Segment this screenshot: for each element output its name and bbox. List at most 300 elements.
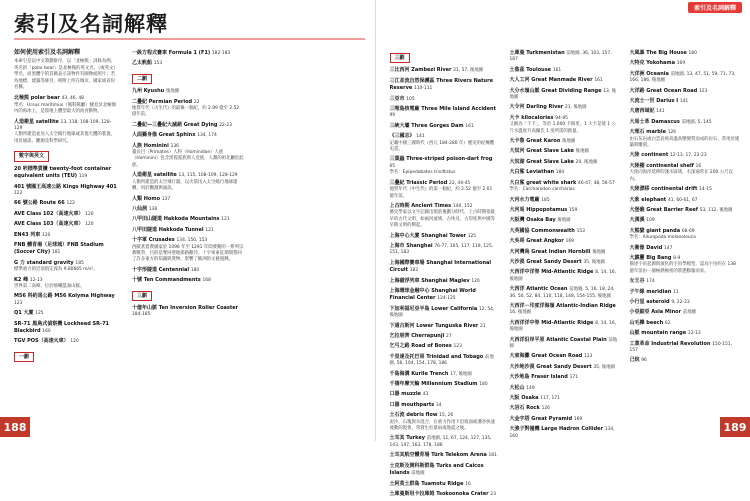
entry-term: 大丙水力電廠 [510,197,542,203]
entry-pages: 76-77, 105, 117, 119, 125, 151, 183 [390,244,494,255]
entry-pages: 182-183 [212,51,230,56]
index-entry [14,242,118,257]
index-entry [390,333,498,340]
index-entry [14,200,118,207]
entry-description: 歷史學家以文字記錄出現前後劃分時代，上古時期指最早的古代文明，如兩河流域、古埃及、古印度與中國等早期文明的興起。 [390,210,498,229]
index-entry [14,211,118,218]
right-column-2 [510,50,620,443]
entry-pages: 134, 150, 153 [176,238,207,243]
entry-term: 上海磁浮列車 Shanghai Maglev [390,278,472,284]
entry-pages: 22-23 [219,123,232,128]
index-entry [390,306,498,320]
entry-description: 地質年代（古生代）的最後一個紀，約 2.99 億至 2.52 億年前。 [132,106,244,119]
page-number: 189 [720,417,750,437]
entry-pages: 前地圖, 13, 47, 51, 59, 71, 73, 166, 186, 後地圖 [630,72,736,83]
entry-pages: 43 [423,392,429,397]
entry-term: 大奴湖 Great Slave Lake [510,159,576,165]
index-entry [390,180,498,200]
entry-pages: 16 [465,482,471,487]
entry-term: 小亞細亞 Asia Minor [630,309,683,315]
entry-term: 山脈 mountain range [630,330,688,336]
index-entry [510,148,620,155]
entry-term: 九州 Kyushu [132,88,166,94]
entry-pages: 141 [656,109,664,114]
index-entry [510,320,620,334]
index-entry [630,299,740,306]
index-entry [630,152,740,159]
entry-term: 大流士一世 Darius I [630,98,680,104]
entry-pages: 8, 14, 16, 後地圖 [510,270,617,281]
entry-term: 大漢溪 [630,217,647,223]
entry-term: 大霹靂 Big Bang [630,255,674,261]
entry-term: 《三國志》 [390,133,417,139]
entry-term: 小行星 asteroid [630,299,672,305]
entry-term: 大松山 [510,385,527,391]
entry-pages: 前地圖, 56, 104, 154, 178, 186 [390,355,494,366]
entry-pages: 134, 160 [510,427,615,438]
index-entry [630,278,740,285]
entry-pages: 109 [646,218,654,223]
entry-pages: 後地圖 [576,149,589,154]
entry-term: 上海市 Shanghai [390,243,435,249]
entry-pages: 169 [677,61,685,66]
entry-term: 大陸漂移 continental drift [630,186,700,192]
index-entry [390,203,498,230]
entry-pages: 12-13 [688,331,701,336]
entry-term: 三哩島核電廠 Three Mile Island Accident [390,106,496,112]
entry-term: G 力 standard gravity [14,260,75,266]
entry-pages: 137 [162,197,170,202]
entry-description: 人類所建造的太空飛行器，以火箭送入太空繞行地球運轉，用於觀測與通訊。 [132,180,244,193]
entry-pages: 123 [584,354,592,359]
section-label: 二劃 [132,74,152,84]
index-entry [390,96,498,103]
index-entry [14,232,118,239]
entry-term: 下加利福尼亞半島 Lower California [390,306,480,312]
entry-term: SR-71 黑鳥式偵察機 Lockheed SR-71 Blackbird [14,321,109,334]
entry-pages: 96 [641,358,647,363]
index-entry [132,267,244,274]
entry-term: 土魯茲 Toulouse [510,67,553,73]
entry-term: 大卡魯 Great Karoo [510,138,563,144]
entry-pages: 161 [465,124,473,129]
entry-term: 上海環球金融中心 Shanghai World Financial Center [390,288,476,301]
index-entry [132,196,244,203]
entry-pages: 126 [542,406,550,411]
index-entry [390,463,498,478]
index-entry [630,88,740,95]
entry-pages: 183 [410,268,418,273]
entry-term: FNB 體育場（足球城）FNB Stadium (Soccer City) [14,242,104,255]
entry-term: 20 呎標準貨櫃 twenty-foot container equivalent units (TEU) [14,166,111,179]
entry-pages: 20, 後地圖 [576,160,598,165]
entry-pages: 13, 118, 108-109, 128-129 [14,120,111,131]
howto-text: 本索引是以中文筆劃排序，以「北極熊」詞條為例，英名的「polar bear」是北極熊的英文名，（或英文）學名，而黑體字的頁碼表示該物件有圖像或照片；若為地標、建築等條目，則附上所在城市、國家或省份名稱。 [14,59,118,91]
index-entry [132,122,244,129]
entry-pages: 123 [454,344,462,349]
entry-pages: 160 [42,329,50,334]
entry-term: 大唐西域記 [630,108,657,114]
left-page [0,0,376,441]
index-entry [630,186,740,193]
index-entry [390,343,498,350]
entry-term: 人類 Homo [132,196,162,202]
entry-list [14,95,118,145]
entry-term: 千里達及托巴哥 Trinidad and Tobago [390,354,485,360]
index-entry [630,309,740,316]
entry-term: 十字軍 Crusades [132,237,176,243]
entry-term: 三江並流自然保護區 Three Rivers Nature Reserve [390,78,493,91]
entry-term: 上海國際賽車場 Shanghai International Circuit [390,260,492,273]
index-entry [132,172,244,192]
entry-description: 學名：Ursus maritimus（熊科熊屬）棲息於北極圈內的海冰上，是陸地上體型最大的肉食動物。 [14,103,118,116]
right-column-1 [390,50,498,501]
entry-pages: 21, 後地圖 [565,105,587,110]
entry-term: 一級方程式賽車 Formula 1 (F1) [132,50,212,56]
entry-description: 又稱為「千卡」，等於 1,000 卡路里，1 大卡是使 1 公斤水溫度升高攝氏 1 度所需的熱量。 [510,122,620,135]
entry-pages: 8-9 [673,256,680,261]
index-entry [510,353,620,360]
entry-term: 大西洋沿岸平原 Atlantic Coastal Plain [510,337,609,343]
entry-pages: 125 [35,311,43,316]
entry-pages: 169 [574,417,582,422]
entry-pages: 110-111 [414,86,432,91]
index-entry [510,138,620,145]
entry-pages: 13, 115, 108-109, 128-129 [179,173,238,178]
entry-pages: 185 [75,261,83,266]
entry-term: 大令河 Darling River [510,104,565,110]
entry-pages: 141 [680,99,688,104]
entry-term: 口器 muzzle [390,391,423,397]
entry-term: 上古時期 Ancient Times [390,203,453,209]
index-entry [510,259,620,266]
index-entry [390,371,498,378]
entry-term: 三疊紀 Triassic Period [390,180,450,186]
index-entry [510,228,620,235]
entry-pages: 174 [646,279,654,284]
entry-term: 土庫曼斯坦卡拉庫姆 Tsokoonoka Crater [390,491,491,497]
index-entry [390,123,498,130]
index-entry [390,391,498,398]
entry-description: 記載中國三國時代（西元 184-280 年）歷史的紀傳體史書。 [390,141,498,154]
index-entry [132,143,244,170]
entry-pages: 181 [489,453,497,458]
entry-description: 大陸向海洋延伸的淺水區域，水深通常在 200 公尺以內。 [630,170,740,183]
index-entry [510,67,620,74]
entry-pages: 前地圖 [683,310,696,315]
entry-description: 世界第二高峰，位於喀喇崑崙山脈。 [14,284,118,290]
entry-term: 二疊紀—三疊紀大滅絕 Great Dying [132,122,219,128]
entry-pages: 185 [541,198,549,203]
entry-term: Q1 大廈 [14,310,35,316]
entry-pages: 120 [85,222,93,227]
index-entry [14,277,118,291]
entry-pages: 前地圖, 5, 16, 18, 24, 36, 50, 52, 84, 110, 118, 148, 154-155, 後地圖 [510,287,615,298]
entry-term: 上海中心大廈 Shanghai Tower [390,233,468,239]
index-entry [510,405,620,412]
entry-term: 己烷 [630,357,642,363]
entry-pages: 171 [570,375,578,380]
entry-term: 大東海灘 Great Ocean Road [510,353,584,359]
entry-term: TGV POS（高速火車） [14,338,70,344]
index-entry [390,481,498,488]
entry-term: 大金字塔 Great Pyramid [510,416,574,422]
left-column-1 [14,50,118,366]
entry-term: 八仙洞 [132,206,149,212]
entry-term: 乞拉朋齊 Cherrapunji [390,333,447,339]
entry-pages: 184-185 [132,312,150,317]
index-entry [132,227,244,234]
entry-description: 學名：Epipedobates trivittatus [390,170,498,176]
entry-term: 土耳其航空體育場 Türk Telekom Arena [390,452,489,458]
index-entry [630,60,740,67]
entry-term: EN43 列車 [14,232,42,238]
entry-term: 乙太帆船 [132,60,154,66]
entry-pages: 121 [205,228,213,233]
index-entry [510,50,620,64]
index-entry [390,156,498,176]
entry-term: 大白鯊 Leviathan [510,169,556,175]
entry-list [630,50,740,365]
entry-term: 大西洋洋中脊 Mid-Atlantic Ridge [510,320,596,326]
right-page [376,0,750,441]
entry-pages: 12, 54, 後地圖 [390,307,495,318]
index-entry [510,207,620,214]
entry-pages: 94-95 [555,116,568,121]
title-divider [14,38,365,40]
index-entry [630,71,740,85]
index-entry [510,180,620,194]
entry-term: 北極熊 polar bear [14,95,62,101]
section-label: 三劃 [132,291,152,301]
entry-pages: 68-69 [682,229,695,234]
entry-pages: 161 [594,78,602,83]
index-entry [390,402,498,409]
index-entry [132,60,244,67]
entry-pages: 149 [526,386,534,391]
index-entry [510,217,620,224]
entry-term: 大阪灣 Osaka Bay [510,217,558,223]
entry-pages: 前地圖, 11, 67, 124, 127, 135, 143, 147, 163, 178, 186 [390,436,492,447]
entry-description: 地質年代（中生代）的第一個紀，約 2.52 億至 2.01 億年前。 [390,187,498,200]
entry-term: 大沙漠 Great Sandy Desert [510,259,584,265]
entry-pages: 136 [171,144,179,149]
entry-term: 人面獅身像 Great Sphinx [132,132,197,138]
index-entry [390,412,498,432]
index-entry [510,104,620,111]
entry-description: 泥沙、石塊與水混合，在重力作用下沿坡面或溝谷快速流動的現象，常發生於暴雨或地震之後。 [390,420,498,433]
entry-term: 千禧年摩天輪 Millennium Stadium [390,381,480,387]
entry-description: 描述宇宙起源與演化的宇宙學模型，認為宇宙約在 138 億年前由一個極熱極密的狀態膨脹而來。 [630,262,740,275]
entry-term: 401 號國王高速公路 Kings Highway 401 [14,184,117,190]
entry-term: 大沙地沙漠 Great Sandy Desert [510,364,594,370]
entry-term: 大英國協 Commonwealth [510,228,577,234]
entry-pages: 12-13 [30,278,43,283]
entry-pages: 120 [42,233,50,238]
entry-term: 大岩石 Rock [510,405,542,411]
entry-term: 大馬士革 Damascus [630,119,682,125]
entry-pages: 46-47, 48, 56-57 [578,181,615,186]
section-label: 一劃 [14,352,34,362]
entry-pages: 120 [471,279,479,284]
index-entry [510,269,620,283]
entry-term: 三峽大壩 Three Gorges Dam [390,123,466,129]
entry-pages: 27 [446,334,452,339]
index-entry [390,106,498,120]
entry-pages: 168 [202,278,210,283]
entry-pages: 153 [154,61,162,66]
entry-term: 大強子對撞機 Large Hadron Collider [510,426,605,432]
index-entry [510,238,620,245]
entry-term: 66 號公路 Route 66 [14,200,67,206]
index-entry [390,435,498,449]
entry-term: M56 科約馬公路 M56 Kolyma Highway [14,293,115,299]
entry-pages: 180 [479,382,487,387]
entry-pages: 43, 46, 48 [62,96,84,101]
entry-term: 土阿莫土群島 Tuamotu Ridge [390,481,466,487]
entry-pages: 35, 後地圖 [593,365,615,370]
entry-pages: 21 [480,324,486,329]
entry-term: 大熊貓 giant panda [630,228,682,234]
index-entry [510,88,620,102]
entry-term: 山毛櫸 beech [630,320,665,326]
entry-term: 大吳哥 Great Angkor [510,238,566,244]
index-entry [390,133,498,153]
page-title: 索引及名詞解釋 [14,8,168,38]
index-entry [510,337,620,351]
index-entry [630,217,740,224]
entry-pages: 120 [85,212,93,217]
index-entry [630,320,740,327]
index-entry [132,277,244,284]
entry-pages: 前地圖, 5, 145 [682,120,712,125]
index-entry [390,452,498,459]
entry-pages: 14-15 [699,187,712,192]
index-entry [14,119,118,146]
entry-term: 大風暴 The Big House [630,50,689,56]
entry-term: 土克斯及開科斯群島 Turks and Caicos Islands [390,463,484,476]
entry-pages: 13, 後地圖 [510,89,617,100]
entry-list [132,50,244,68]
index-entry [630,163,740,183]
index-entry [132,99,244,119]
index-entry [14,166,118,181]
entry-pages: 前地圖 [411,471,424,476]
entry-pages: 181 [52,250,60,255]
entry-pages: 65 [390,164,396,169]
index-entry [390,491,498,498]
entry-pages: 17, 後地圖 [450,372,472,377]
entry-pages: 21, 57, 後地圖 [453,68,483,73]
entry-pages: 120 [70,339,78,344]
entry-term: 工業革命 Industrial Revolution [630,341,713,347]
index-entry [630,129,740,149]
entry-term: 土耳其 Turkey [390,435,427,441]
entry-description: 人類所建造並送入太空繞行地球或其他天體的裝置，用於通訊、觀測及科學研究。 [14,132,118,145]
index-entry [630,330,740,337]
index-entry [630,357,740,364]
entry-term: AVE Class 103（高速火車） [14,221,85,227]
index-entry [630,119,740,126]
entry-term: 大理石 marble [630,129,668,135]
entry-pages: 22 [194,100,200,105]
entry-term: 大陸棚 continental shelf [630,163,696,169]
entry-pages: 62 [665,321,671,326]
entry-term: 大西洋中洋脊 Mid-Atlantic Ridge [510,269,596,275]
index-entry [510,249,620,256]
entry-list [132,88,244,284]
index-entry [630,245,740,252]
entry-term: 三比西河 Zambezi River [390,67,454,73]
index-entry [390,243,498,257]
entry-pages: 150-151, 157 [630,342,732,353]
entry-term: 乞丐之路 Road of Bones [390,343,454,349]
entry-term: 女王谷 [630,278,647,284]
index-entry [390,260,498,275]
right-column-3 [630,50,740,368]
entry-term: 大人工河 Great Manmade River [510,77,595,83]
entry-term: 口器 mouthparts [390,402,436,408]
running-head: 索引及名詞解釋 [688,2,742,13]
page-number: 188 [0,417,30,437]
index-entry [510,395,620,402]
index-entry [510,197,620,204]
entry-term: 三葉蟲 Three-striped poison-dart frog [390,156,493,162]
entry-term: 人造衛星 satellite [14,119,61,125]
index-entry [14,260,118,274]
entry-pages: 9, 22-23 [671,300,689,305]
entry-term: 三亞市 [390,96,407,102]
entry-term: 大象 elephant [630,197,668,203]
index-entry [630,50,740,57]
entry-term: 土庫曼 Turkmenistan [510,50,567,56]
entry-pages: 140, 152 [453,204,473,209]
entry-description: 靈長目（Primates）人科（Hominidae）人族（Hominini）包含黑猩猩族與人亞族，人類的祖先屬於此族。 [132,150,244,169]
entry-term: AVE Class 102（高速火車） [14,211,85,217]
index-entry [630,207,740,214]
index-entry [630,98,740,105]
entry-pages: 16 [696,164,702,169]
entry-term: K2 峰 [14,277,30,283]
entry-pages: 161 [553,68,561,73]
entry-pages: 後地圖 [557,218,570,223]
index-entry [510,385,620,392]
index-entry [630,228,740,242]
entry-pages: 15, 26 [439,413,453,418]
entry-term: 大卡 kilocalories [510,115,556,121]
entry-pages: 125 [468,234,476,239]
index-entry [14,321,118,336]
entry-term: 大洋路 Great Ocean Road [630,88,699,94]
index-entry [390,323,498,330]
entry-term: 大洋洲 Oceania [630,71,671,77]
entry-pages: 122 [14,191,22,196]
index-entry [630,108,740,115]
index-entry [132,216,244,223]
entry-term: 大阪 Osaka [510,395,541,401]
entry-pages: 53, 112, 後地圖 [700,208,733,213]
index-entry [14,293,118,307]
entry-pages: 前地圖 [510,338,618,349]
entry-term: 八甲田隧道 Hakkoda Tunnel [132,227,205,233]
entry-list [390,67,498,498]
entry-pages: 前地圖, 36, 103, 157, 187 [510,51,612,62]
index-entry [390,78,498,93]
entry-pages: 11 [673,290,679,295]
index-entry [390,288,498,303]
index-entry [630,255,740,275]
entry-list [14,166,118,346]
